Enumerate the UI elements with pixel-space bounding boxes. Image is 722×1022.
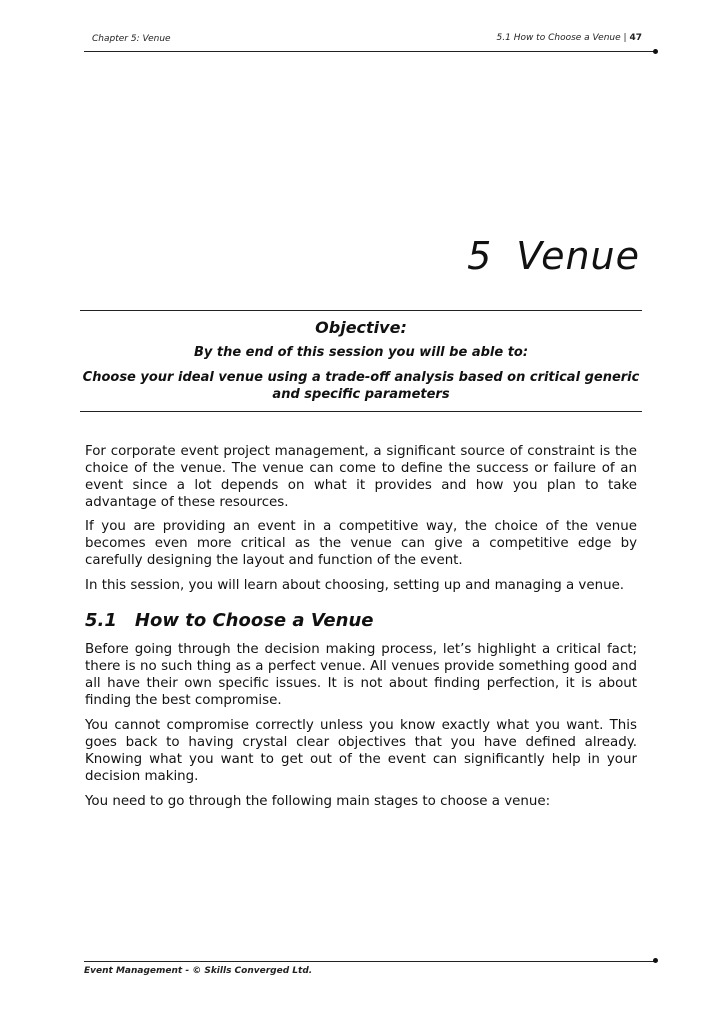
objective-heading: Objective:: [315, 318, 407, 337]
chapter-number: 5: [467, 234, 493, 278]
intro-paragraph-1: For corporate event project management, a significant source of constraint is the choice of the venue. The venue can come to define the success or failure of an event since a lot depends on what it provides and how you plan to take advantage of these resources.: [85, 444, 637, 510]
header-separator: |: [623, 33, 627, 43]
section-title: How to Choose a Venue: [134, 610, 374, 631]
header-section: 5.1 How to Choose a Venue: [496, 33, 621, 43]
footer-text: Event Management - © Skills Converged Ltd.: [84, 966, 313, 976]
chapter-name: Venue: [516, 234, 640, 278]
header-section-info: [497, 33, 642, 43]
page-number: 47: [629, 33, 642, 43]
objective-box: [80, 310, 642, 412]
footer-rule: [84, 961, 655, 962]
header-rule: [84, 51, 655, 52]
section-heading: [85, 610, 373, 631]
header-rule-dot: [653, 49, 658, 54]
intro-paragraph-3: In this session, you will learn about choosing, setting up and managing a venue.: [85, 578, 625, 593]
chapter-title: [467, 234, 640, 278]
objective-intro: By the end of this session you will be able to:: [193, 345, 529, 360]
section-paragraph-3: You need to go through the following main stages to choose a venue:: [85, 794, 551, 809]
header-chapter: Chapter 5: Venue: [92, 34, 171, 44]
intro-paragraph-2: If you are providing an event in a competitive way, the choice of the venue becomes even more critical as the venue can give a competitive edge by carefully designing the layout and function of the event.: [85, 519, 637, 568]
section-paragraph-2: You cannot compromise correctly unless you know exactly what you want. This goes back to having crystal clear objectives that you have defined already. Knowing what you want to get out of the event can significantly help in your decision making.: [85, 718, 637, 784]
running-header: [84, 30, 656, 50]
section-number: 5.1: [85, 610, 117, 631]
footer-rule-dot: [653, 958, 658, 963]
section-paragraph-1: Before going through the decision making process, let’s highlight a critical fact; there is no such thing as a perfect venue. All venues provide something good and all have their own specific issues. It is not about finding perfection, it is about finding the best compromise.: [85, 642, 637, 708]
objective-goal: Choose your ideal venue using a trade-off analysis based on critical generic and specific parameters: [82, 370, 640, 402]
